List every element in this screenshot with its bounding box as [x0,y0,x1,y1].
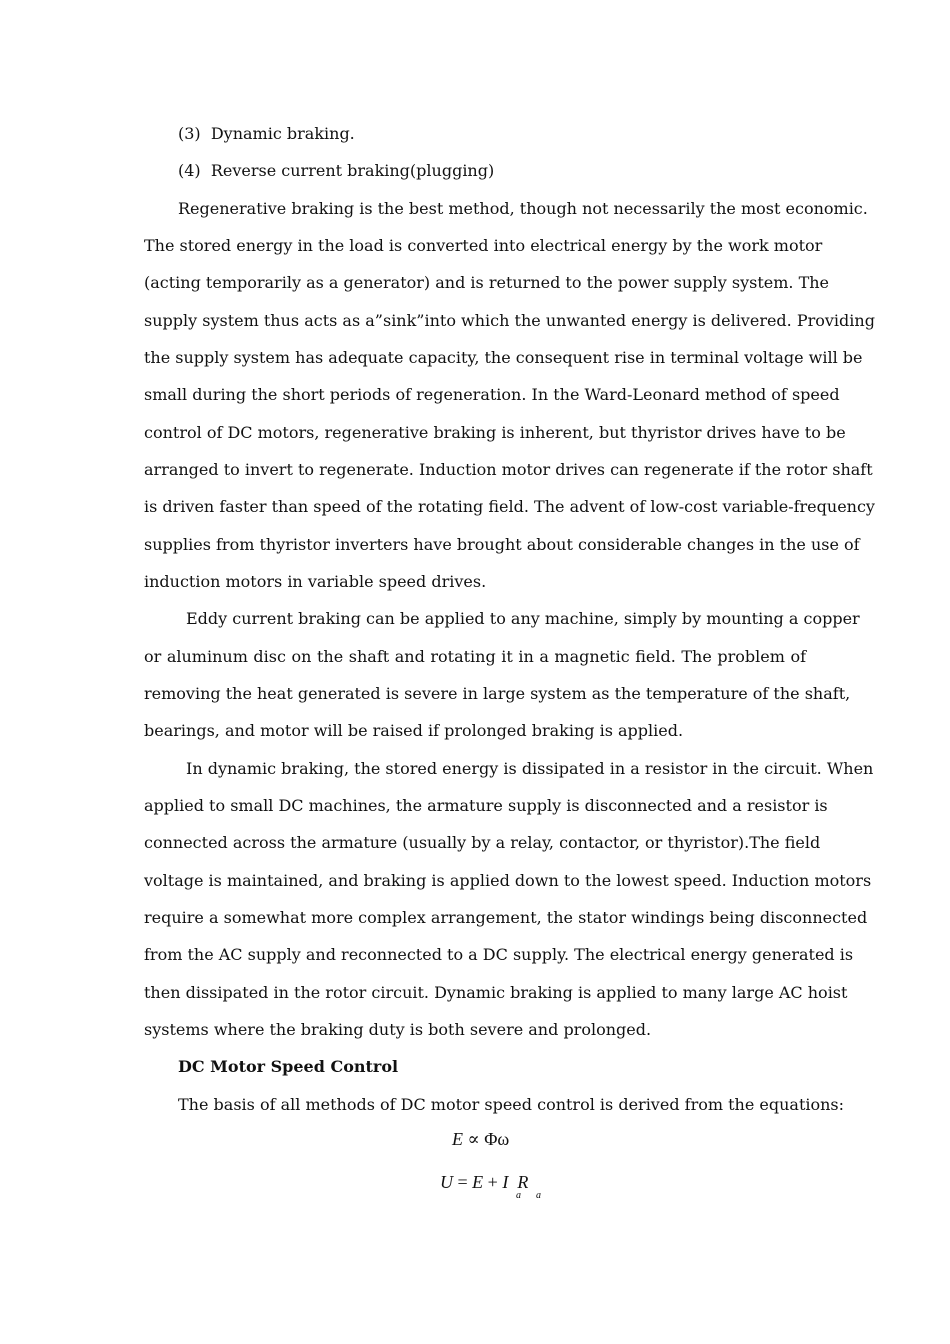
text-line: applied to small DC machines, the armature supply is disconnected and a resistor is [144,796,828,815]
text-line: is driven faster than speed of the rotating field. The advent of low-cost variable-frequency [144,497,875,516]
text-line: Regenerative braking is the best method, though not necessarily the most economic. [178,199,868,218]
eq-subscript-a: a [516,1190,521,1201]
equation-proportional [452,1129,509,1150]
eq-symbol-r: R [517,1172,529,1192]
text-line: the supply system has adequate capacity, the consequent rise in terminal voltage will be [144,348,863,367]
text-line: The stored energy in the load is converted into electrical energy by the work motor [144,236,823,255]
eq-flux-omega: Φω [484,1129,510,1149]
text-line: then dissipated in the rotor circuit. Dynamic braking is applied to many large AC hoist [144,983,848,1002]
text-line: supplies from thyristor inverters have brought about considerable changes in the use of [144,535,860,554]
eq-symbol-u: U [440,1172,453,1192]
list-text: Dynamic braking. [210,124,355,143]
list-item [178,161,494,181]
eq-symbol-e: E [452,1129,463,1149]
eq-subscript-a: a [536,1190,541,1201]
list-number: (3) [178,124,201,143]
text-line: from the AC supply and reconnected to a DC supply. The electrical energy generated is [144,945,854,964]
text-line: control of DC motors, regenerative braking is inherent, but thyristor drives have to be [144,423,846,442]
text-line: In dynamic braking, the stored energy is dissipated in a resistor in the circuit. When [186,759,874,778]
text-line: induction motors in variable speed drives. [144,572,487,591]
list-item [178,124,355,144]
text-line: small during the short periods of regeneration. In the Ward-Leonard method of speed [144,385,840,404]
eq-plus-sign: + [487,1172,498,1192]
text-line: (acting temporarily as a generator) and is returned to the power supply system. The [144,273,830,292]
equations-intro: The basis of all methods of DC motor speed control is derived from the equations: [178,1095,845,1114]
text-line: systems where the braking duty is both severe and prolonged. [144,1020,652,1039]
text-line: arranged to invert to regenerate. Induction motor drives can regenerate if the rotor shaft [144,460,873,479]
eq-symbol-e: E [472,1172,484,1192]
text-line: require a somewhat more complex arrangement, the stator windings being disconnected [144,908,868,927]
eq-equals-sign: = [457,1172,468,1192]
list-text: Reverse current braking(plugging) [210,161,495,180]
text-line: voltage is maintained, and braking is applied down to the lowest speed. Induction motors [144,871,872,890]
text-line: or aluminum disc on the shaft and rotating it in a magnetic field. The problem of [144,647,806,666]
text-line: bearings, and motor will be raised if prolonged braking is applied. [144,721,684,740]
section-heading: DC Motor Speed Control [178,1057,399,1076]
text-line: supply system thus acts as a”sink”into which the unwanted energy is delivered. Providing [144,311,875,330]
list-number: (4) [178,161,201,180]
text-line: Eddy current braking can be applied to any machine, simply by mounting a copper [186,609,860,628]
eq-proportional-sign: ∝ [467,1129,480,1149]
text-line: removing the heat generated is severe in large system as the temperature of the shaft, [144,684,851,703]
eq-symbol-i: I [502,1172,509,1192]
text-line: connected across the armature (usually by a relay, contactor, or thyristor).The field [144,833,821,852]
equation-voltage [440,1172,560,1206]
